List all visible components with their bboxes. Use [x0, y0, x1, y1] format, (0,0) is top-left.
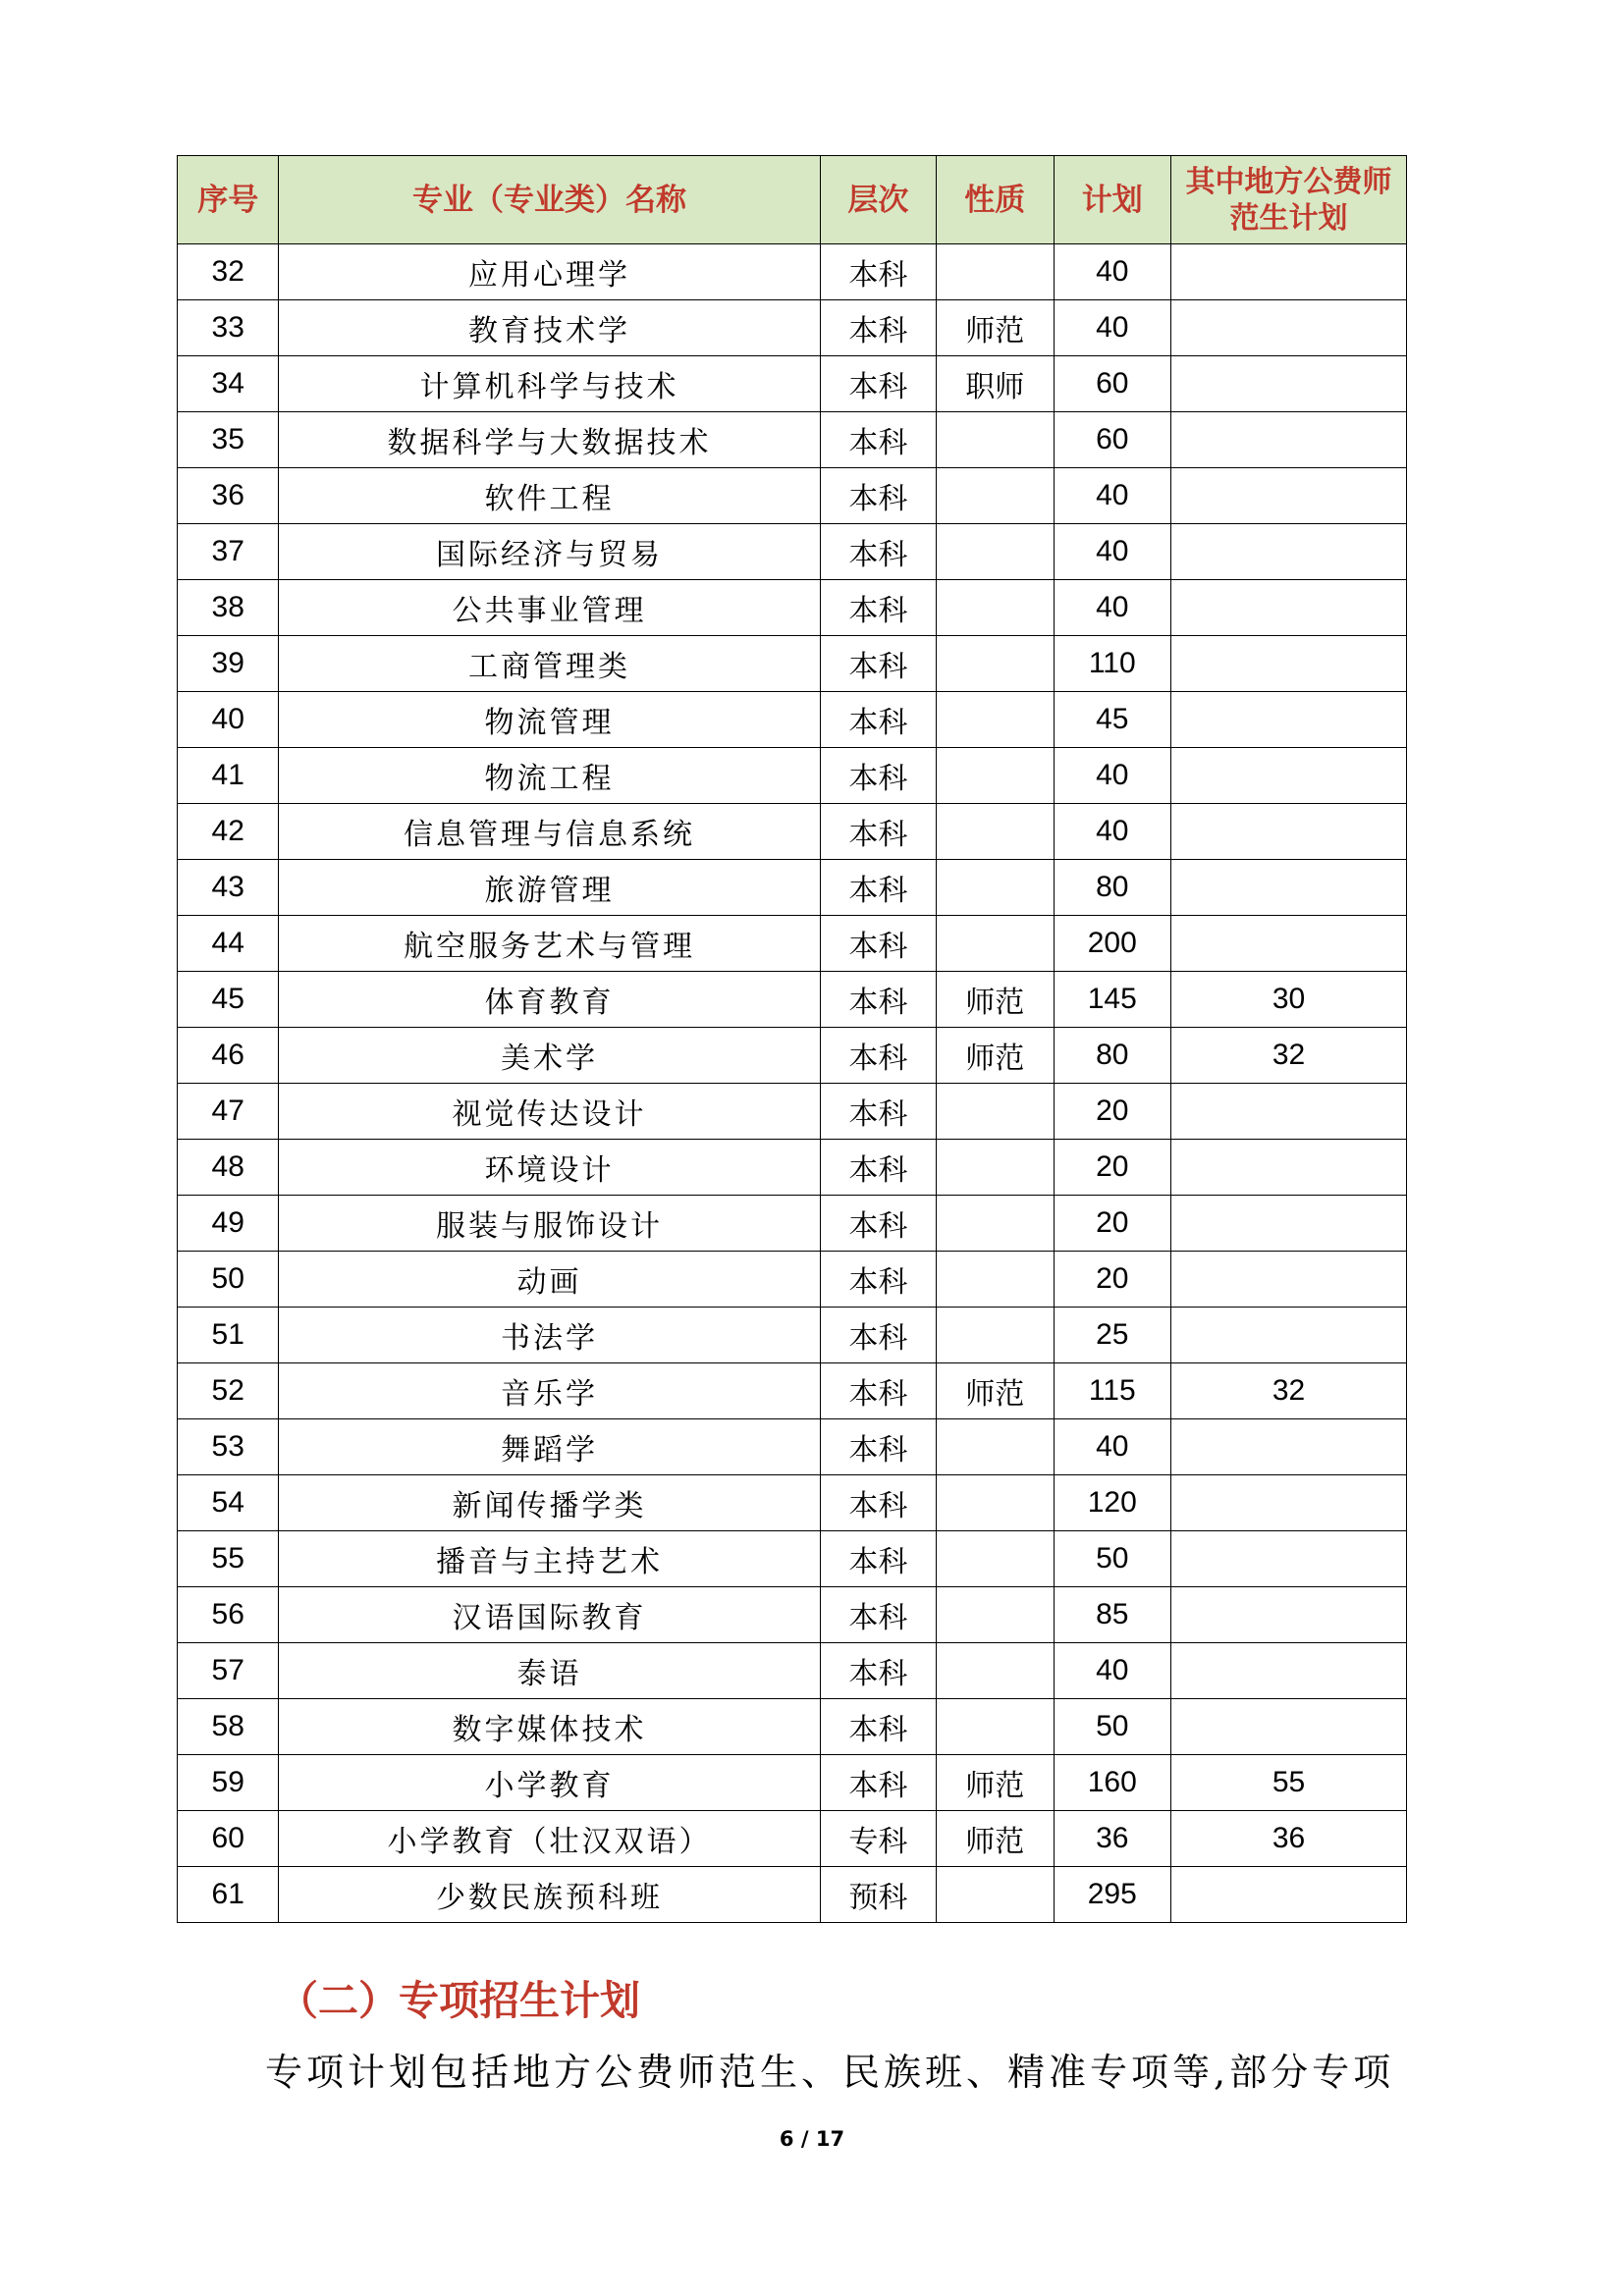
cell-local-funded-plan: 55 [1171, 1755, 1407, 1811]
cell-type [937, 412, 1054, 468]
cell-major-name: 舞蹈学 [279, 1419, 820, 1475]
cell-plan: 110 [1054, 636, 1170, 692]
cell-level: 本科 [820, 1475, 936, 1531]
table-row [178, 748, 1407, 804]
cell-type [937, 1475, 1054, 1531]
table-row [178, 1643, 1407, 1699]
cell-serial-number: 36 [178, 468, 279, 524]
cell-major-name: 信息管理与信息系统 [279, 804, 820, 860]
cell-plan: 25 [1054, 1308, 1170, 1363]
cell-plan: 295 [1054, 1867, 1170, 1923]
section-heading: （二）专项招生计划 [278, 1977, 640, 2024]
cell-level: 本科 [820, 300, 936, 356]
cell-serial-number: 38 [178, 580, 279, 636]
table-row [178, 300, 1407, 356]
cell-type [937, 1308, 1054, 1363]
cell-local-funded-plan [1171, 692, 1407, 748]
cell-serial-number: 48 [178, 1140, 279, 1196]
cell-major-name: 书法学 [279, 1308, 820, 1363]
cell-type [937, 860, 1054, 916]
cell-major-name: 服装与服饰设计 [279, 1196, 820, 1252]
cell-local-funded-plan [1171, 1196, 1407, 1252]
cell-plan: 40 [1054, 1419, 1170, 1475]
cell-serial-number: 37 [178, 524, 279, 580]
table-row [178, 1308, 1407, 1363]
cell-serial-number: 50 [178, 1252, 279, 1308]
cell-type [937, 1252, 1054, 1308]
cell-plan: 40 [1054, 580, 1170, 636]
table-row [178, 580, 1407, 636]
cell-level: 本科 [820, 580, 936, 636]
cell-level: 本科 [820, 1196, 936, 1252]
cell-level: 本科 [820, 1531, 936, 1587]
cell-serial-number: 40 [178, 692, 279, 748]
cell-level: 本科 [820, 356, 936, 412]
cell-major-name: 少数民族预科班 [279, 1867, 820, 1923]
table-row [178, 412, 1407, 468]
cell-type: 师范 [937, 1363, 1054, 1419]
cell-type: 师范 [937, 972, 1054, 1028]
cell-serial-number: 53 [178, 1419, 279, 1475]
cell-local-funded-plan [1171, 1475, 1407, 1531]
cell-type [937, 1084, 1054, 1140]
cell-major-name: 新闻传播学类 [279, 1475, 820, 1531]
cell-local-funded-plan [1171, 412, 1407, 468]
cell-plan: 60 [1054, 412, 1170, 468]
table-body [178, 244, 1407, 1923]
cell-plan: 36 [1054, 1811, 1170, 1867]
cell-level: 本科 [820, 1587, 936, 1643]
cell-serial-number: 59 [178, 1755, 279, 1811]
cell-local-funded-plan: 32 [1171, 1028, 1407, 1084]
cell-type [937, 468, 1054, 524]
cell-level: 专科 [820, 1811, 936, 1867]
table-row [178, 244, 1407, 300]
cell-serial-number: 54 [178, 1475, 279, 1531]
cell-local-funded-plan: 36 [1171, 1811, 1407, 1867]
table-row [178, 1363, 1407, 1419]
table-row [178, 1140, 1407, 1196]
cell-major-name: 公共事业管理 [279, 580, 820, 636]
cell-level: 本科 [820, 1699, 936, 1755]
cell-serial-number: 33 [178, 300, 279, 356]
cell-major-name: 小学教育 [279, 1755, 820, 1811]
table-row [178, 1811, 1407, 1867]
section-paragraph: 专项计划包括地方公费师范生、民族班、精准专项等,部分专项 [265, 2051, 1395, 2094]
cell-serial-number: 35 [178, 412, 279, 468]
cell-level: 本科 [820, 1308, 936, 1363]
cell-major-name: 软件工程 [279, 468, 820, 524]
cell-level: 本科 [820, 636, 936, 692]
table-row [178, 1587, 1407, 1643]
cell-level: 本科 [820, 244, 936, 300]
cell-major-name: 国际经济与贸易 [279, 524, 820, 580]
cell-major-name: 体育教育 [279, 972, 820, 1028]
table-row [178, 692, 1407, 748]
cell-plan: 115 [1054, 1363, 1170, 1419]
cell-type [937, 1587, 1054, 1643]
cell-local-funded-plan [1171, 916, 1407, 972]
cell-level: 本科 [820, 748, 936, 804]
table-row [178, 860, 1407, 916]
cell-plan: 40 [1054, 1643, 1170, 1699]
cell-serial-number: 39 [178, 636, 279, 692]
cell-local-funded-plan [1171, 300, 1407, 356]
cell-type [937, 1643, 1054, 1699]
cell-major-name: 工商管理类 [279, 636, 820, 692]
cell-serial-number: 44 [178, 916, 279, 972]
cell-local-funded-plan [1171, 1867, 1407, 1923]
header-serial-number: 序号 [178, 156, 279, 244]
cell-plan: 20 [1054, 1084, 1170, 1140]
cell-serial-number: 41 [178, 748, 279, 804]
cell-level: 本科 [820, 972, 936, 1028]
table-row [178, 636, 1407, 692]
cell-level: 本科 [820, 1252, 936, 1308]
cell-type [937, 1140, 1054, 1196]
cell-major-name: 航空服务艺术与管理 [279, 916, 820, 972]
cell-local-funded-plan [1171, 1643, 1407, 1699]
cell-local-funded-plan [1171, 1419, 1407, 1475]
cell-major-name: 环境设计 [279, 1140, 820, 1196]
cell-plan: 120 [1054, 1475, 1170, 1531]
cell-serial-number: 43 [178, 860, 279, 916]
table-header [178, 156, 1407, 244]
header-local-funded-plan: 其中地方公费师范生计划 [1171, 156, 1407, 244]
cell-type [937, 1699, 1054, 1755]
cell-type [937, 804, 1054, 860]
cell-type: 师范 [937, 300, 1054, 356]
cell-level: 本科 [820, 1140, 936, 1196]
table-row [178, 356, 1407, 412]
cell-local-funded-plan [1171, 1084, 1407, 1140]
cell-major-name: 旅游管理 [279, 860, 820, 916]
table-row [178, 1699, 1407, 1755]
table-row [178, 468, 1407, 524]
table-row [178, 1755, 1407, 1811]
cell-local-funded-plan [1171, 524, 1407, 580]
cell-major-name: 播音与主持艺术 [279, 1531, 820, 1587]
cell-type: 师范 [937, 1755, 1054, 1811]
cell-local-funded-plan [1171, 1140, 1407, 1196]
cell-plan: 40 [1054, 748, 1170, 804]
cell-serial-number: 51 [178, 1308, 279, 1363]
table-row [178, 1531, 1407, 1587]
cell-major-name: 数字媒体技术 [279, 1699, 820, 1755]
cell-local-funded-plan [1171, 1699, 1407, 1755]
table-row [178, 1419, 1407, 1475]
cell-plan: 40 [1054, 804, 1170, 860]
cell-major-name: 应用心理学 [279, 244, 820, 300]
cell-major-name: 计算机科学与技术 [279, 356, 820, 412]
cell-major-name: 教育技术学 [279, 300, 820, 356]
cell-level: 本科 [820, 1363, 936, 1419]
cell-local-funded-plan: 32 [1171, 1363, 1407, 1419]
table-row [178, 1475, 1407, 1531]
cell-plan: 50 [1054, 1531, 1170, 1587]
table-row [178, 804, 1407, 860]
table-row [178, 1867, 1407, 1923]
cell-level: 本科 [820, 1419, 936, 1475]
cell-level: 预科 [820, 1867, 936, 1923]
header-major-name: 专业（专业类）名称 [279, 156, 820, 244]
cell-serial-number: 61 [178, 1867, 279, 1923]
cell-level: 本科 [820, 1028, 936, 1084]
cell-serial-number: 47 [178, 1084, 279, 1140]
cell-type [937, 244, 1054, 300]
cell-local-funded-plan [1171, 860, 1407, 916]
cell-serial-number: 45 [178, 972, 279, 1028]
cell-type [937, 524, 1054, 580]
cell-serial-number: 34 [178, 356, 279, 412]
header-plan: 计划 [1054, 156, 1170, 244]
cell-serial-number: 52 [178, 1363, 279, 1419]
cell-plan: 20 [1054, 1196, 1170, 1252]
cell-local-funded-plan [1171, 1308, 1407, 1363]
cell-type: 职师 [937, 356, 1054, 412]
cell-serial-number: 46 [178, 1028, 279, 1084]
cell-local-funded-plan [1171, 1587, 1407, 1643]
cell-major-name: 汉语国际教育 [279, 1587, 820, 1643]
cell-type [937, 1196, 1054, 1252]
cell-plan: 160 [1054, 1755, 1170, 1811]
cell-local-funded-plan [1171, 244, 1407, 300]
cell-major-name: 小学教育（壮汉双语） [279, 1811, 820, 1867]
cell-local-funded-plan [1171, 1252, 1407, 1308]
cell-plan: 50 [1054, 1699, 1170, 1755]
cell-type: 师范 [937, 1811, 1054, 1867]
cell-serial-number: 55 [178, 1531, 279, 1587]
cell-plan: 80 [1054, 860, 1170, 916]
cell-local-funded-plan [1171, 356, 1407, 412]
cell-plan: 40 [1054, 300, 1170, 356]
cell-level: 本科 [820, 692, 936, 748]
table-row [178, 1028, 1407, 1084]
cell-serial-number: 42 [178, 804, 279, 860]
cell-local-funded-plan [1171, 468, 1407, 524]
cell-type: 师范 [937, 1028, 1054, 1084]
cell-level: 本科 [820, 1643, 936, 1699]
cell-level: 本科 [820, 860, 936, 916]
cell-plan: 200 [1054, 916, 1170, 972]
table-row [178, 1084, 1407, 1140]
header-level: 层次 [820, 156, 936, 244]
cell-major-name: 动画 [279, 1252, 820, 1308]
header-type: 性质 [937, 156, 1054, 244]
cell-major-name: 数据科学与大数据技术 [279, 412, 820, 468]
cell-level: 本科 [820, 804, 936, 860]
cell-plan: 40 [1054, 524, 1170, 580]
cell-level: 本科 [820, 1084, 936, 1140]
cell-serial-number: 57 [178, 1643, 279, 1699]
cell-level: 本科 [820, 524, 936, 580]
cell-local-funded-plan [1171, 1531, 1407, 1587]
page-number: 6 / 17 [779, 2127, 845, 2151]
cell-level: 本科 [820, 1755, 936, 1811]
cell-serial-number: 49 [178, 1196, 279, 1252]
cell-plan: 45 [1054, 692, 1170, 748]
cell-type [937, 748, 1054, 804]
cell-level: 本科 [820, 412, 936, 468]
table-row [178, 524, 1407, 580]
cell-plan: 20 [1054, 1140, 1170, 1196]
table-row [178, 1252, 1407, 1308]
cell-local-funded-plan: 30 [1171, 972, 1407, 1028]
cell-serial-number: 32 [178, 244, 279, 300]
cell-plan: 40 [1054, 468, 1170, 524]
cell-type [937, 1419, 1054, 1475]
cell-major-name: 物流工程 [279, 748, 820, 804]
cell-plan: 145 [1054, 972, 1170, 1028]
cell-type [937, 692, 1054, 748]
cell-plan: 40 [1054, 244, 1170, 300]
cell-type [937, 1531, 1054, 1587]
table-row [178, 1196, 1407, 1252]
cell-plan: 80 [1054, 1028, 1170, 1084]
cell-serial-number: 60 [178, 1811, 279, 1867]
cell-plan: 85 [1054, 1587, 1170, 1643]
cell-plan: 20 [1054, 1252, 1170, 1308]
cell-major-name: 美术学 [279, 1028, 820, 1084]
table-row [178, 916, 1407, 972]
table-row [178, 972, 1407, 1028]
cell-major-name: 物流管理 [279, 692, 820, 748]
cell-serial-number: 58 [178, 1699, 279, 1755]
cell-type [937, 1867, 1054, 1923]
enrollment-plan-table [177, 155, 1407, 1923]
table-header-row [178, 156, 1407, 244]
cell-local-funded-plan [1171, 748, 1407, 804]
cell-type [937, 636, 1054, 692]
cell-type [937, 580, 1054, 636]
cell-serial-number: 56 [178, 1587, 279, 1643]
cell-major-name: 音乐学 [279, 1363, 820, 1419]
cell-major-name: 视觉传达设计 [279, 1084, 820, 1140]
cell-level: 本科 [820, 468, 936, 524]
cell-local-funded-plan [1171, 580, 1407, 636]
cell-type [937, 916, 1054, 972]
cell-local-funded-plan [1171, 804, 1407, 860]
cell-plan: 60 [1054, 356, 1170, 412]
cell-level: 本科 [820, 916, 936, 972]
cell-major-name: 泰语 [279, 1643, 820, 1699]
cell-local-funded-plan [1171, 636, 1407, 692]
